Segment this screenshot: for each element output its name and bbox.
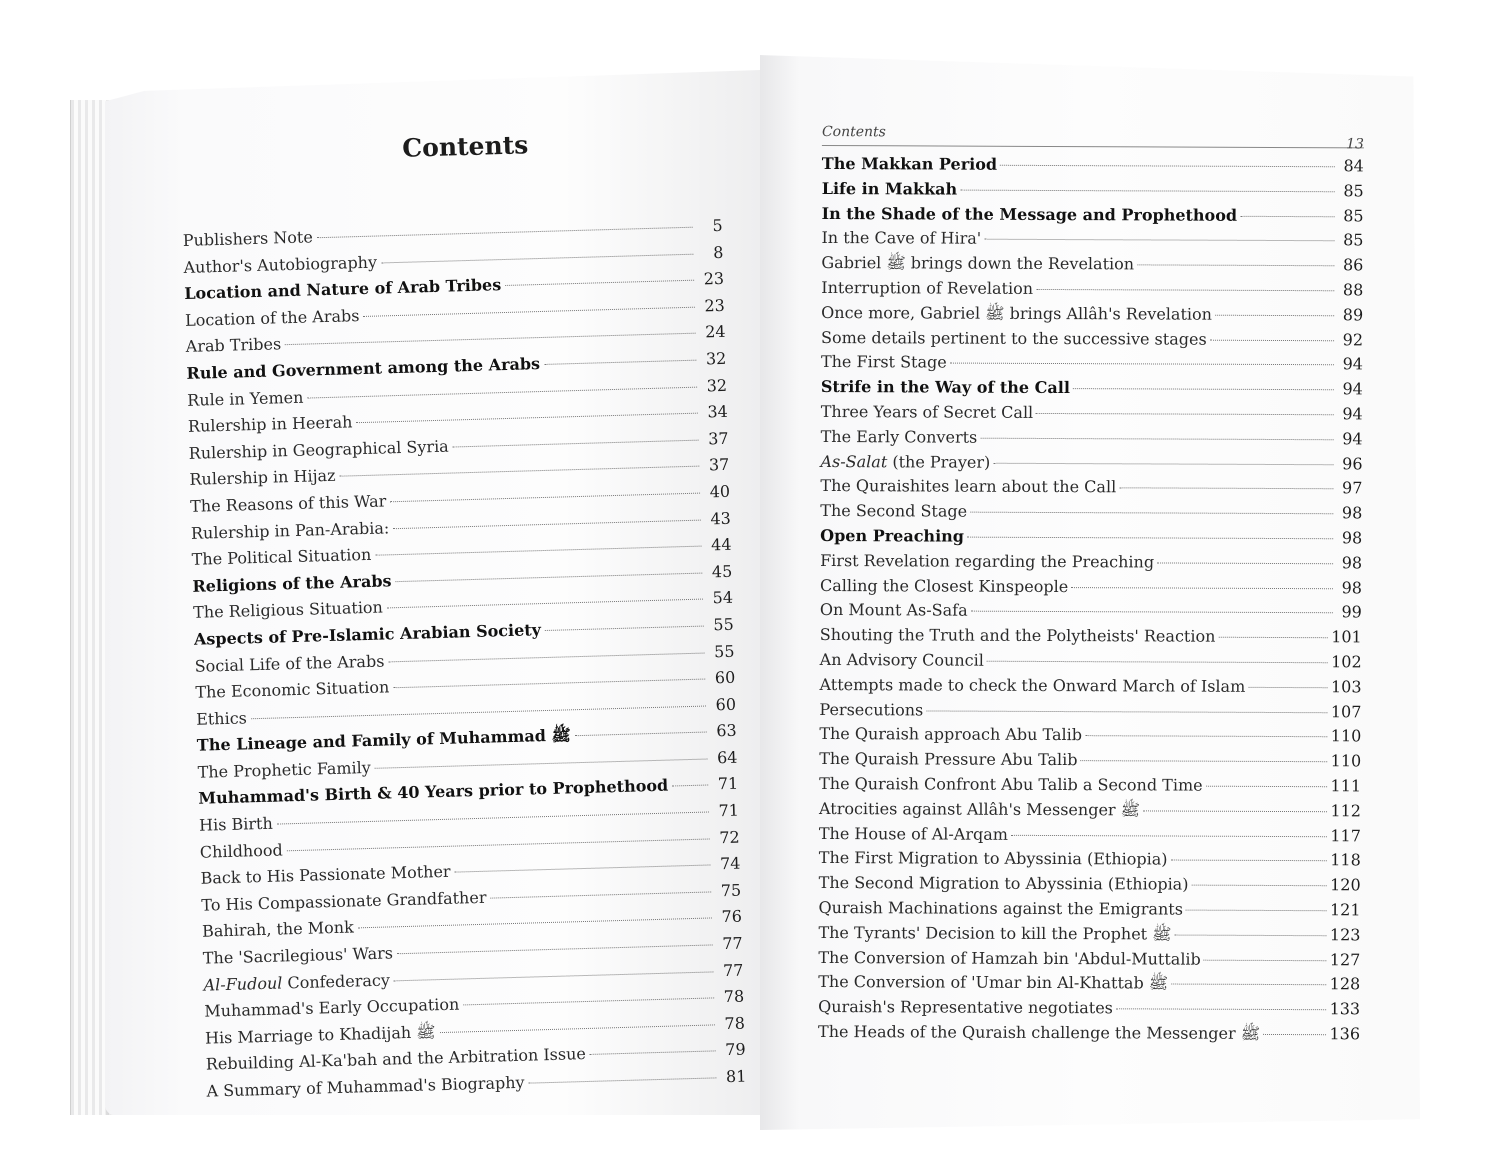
toc-entry-title: First Revelation regarding the Preaching — [820, 550, 1155, 572]
toc-entry-title: Al-Fudoul Confederacy — [203, 970, 391, 995]
dot-leader — [1036, 289, 1334, 291]
toc-page-number: 43 — [710, 508, 732, 528]
toc-entry-title: Author's Autobiography — [183, 252, 378, 277]
toc-entry-title: Aspects of Pre-Islamic Arabian Society — [193, 620, 542, 649]
toc-entry-title: Rebuilding Al-Ka'bah and the Arbitration Issue — [205, 1044, 587, 1075]
toc-entry-title: On Mount As-Safa — [819, 600, 968, 620]
dot-leader — [1085, 735, 1328, 737]
toc-page-number: 79 — [724, 1039, 746, 1060]
toc-page-number: 78 — [724, 1013, 746, 1033]
dot-leader — [1175, 934, 1327, 936]
toc-entry-title: Muhammad's Early Occupation — [204, 994, 460, 1021]
toc-entry-title: The Second Stage — [820, 501, 968, 521]
toc-entry — [818, 972, 1360, 999]
toc-page-number: 45 — [711, 561, 733, 582]
toc-entry — [821, 303, 1363, 330]
toc-page-number: 98 — [1341, 577, 1363, 597]
toc-page-number: 99 — [1341, 602, 1362, 622]
dot-leader — [463, 998, 714, 1006]
toc-page-number: 103 — [1330, 676, 1362, 697]
contents-title: Contents — [401, 130, 529, 163]
toc-page-number: 76 — [721, 907, 743, 927]
dot-leader — [1191, 885, 1327, 887]
toc-entry-title: Arab Tribes — [185, 334, 282, 357]
toc-entry — [821, 278, 1363, 305]
toc-entry — [820, 452, 1362, 479]
toc-page-number: 40 — [709, 481, 731, 502]
toc-page-number: 110 — [1330, 726, 1362, 746]
dot-leader — [394, 971, 714, 981]
toc-entry-title: The Quraish approach Abu Talib — [819, 724, 1083, 745]
toc-entry — [820, 476, 1362, 503]
toc-page-number: 54 — [712, 588, 734, 608]
toc-entry — [819, 799, 1361, 826]
dot-leader — [993, 462, 1333, 464]
toc-entry-title: An Advisory Council — [819, 649, 984, 670]
toc-entry-title: The Quraish Confront Abu Talib a Second Time — [819, 773, 1203, 795]
toc-page-number: 63 — [716, 720, 737, 741]
toc-entry-title: The Reasons of this War — [189, 491, 387, 516]
toc-page-number: 110 — [1330, 751, 1362, 771]
toc-entry-title: In the Cave of Hira' — [821, 228, 982, 249]
dot-leader — [970, 512, 1333, 515]
toc-page-number: 86 — [1342, 255, 1364, 275]
toc-page-number: 98 — [1341, 503, 1363, 523]
toc-page-number: 120 — [1330, 875, 1361, 895]
toc-entry-title: Open Preaching — [820, 525, 965, 546]
dot-leader — [544, 360, 696, 365]
toc-page-number: 81 — [725, 1066, 747, 1087]
dot-leader — [984, 239, 1334, 242]
toc-page-number: 75 — [720, 880, 742, 901]
dot-leader — [980, 437, 1333, 440]
dot-leader — [358, 918, 712, 929]
dot-leader — [1000, 165, 1335, 167]
toc-page-number: 23 — [704, 295, 726, 316]
dot-leader — [375, 758, 708, 768]
dot-leader — [387, 599, 703, 609]
toc-page-number: 127 — [1329, 949, 1361, 969]
toc-entry-title: As-Salat (the Prayer) — [820, 451, 991, 472]
toc-entry — [819, 700, 1361, 727]
toc-page-number: 60 — [715, 694, 737, 714]
toc-page-number: 32 — [706, 375, 728, 395]
toc-entry-title: Quraish's Representative negotiates — [818, 997, 1113, 1018]
dot-leader — [277, 812, 709, 825]
dot-leader — [1215, 314, 1334, 316]
toc-page-number: 128 — [1329, 974, 1361, 994]
toc-entry-title: In the Shade of the Message and Prophethood — [821, 203, 1238, 225]
toc-page-number: 74 — [719, 853, 741, 874]
dot-leader — [1036, 413, 1334, 415]
toc-page-number: 123 — [1329, 924, 1361, 945]
dot-leader — [285, 333, 695, 345]
toc-entry — [821, 402, 1363, 429]
toc-entry — [819, 873, 1361, 900]
toc-entry — [821, 253, 1363, 280]
toc-entry-title: The Tyrants' Decision to kill the Prophet ﷺ — [818, 922, 1172, 944]
toc-entry-title: Atrocities against Allâh's Messenger ﷺ — [818, 798, 1141, 820]
dot-leader — [950, 363, 1334, 366]
dot-leader — [505, 280, 694, 286]
toc-page-number: 55 — [713, 641, 735, 661]
toc-entry — [819, 724, 1361, 751]
toc-page-number: 84 — [1343, 156, 1364, 176]
dot-leader — [1137, 265, 1334, 267]
dot-leader — [490, 891, 711, 898]
toc-entry-title: Interruption of Revelation — [821, 277, 1034, 298]
toc-page-number: 107 — [1330, 701, 1362, 721]
dot-leader — [287, 838, 710, 851]
dot-leader — [987, 661, 1328, 663]
toc-entry — [822, 179, 1364, 206]
dot-leader — [1116, 1008, 1327, 1010]
dot-leader — [926, 710, 1328, 713]
toc-entry-title: Bahirah, the Monk — [201, 917, 355, 942]
dot-leader — [381, 253, 693, 263]
dot-leader — [317, 227, 693, 238]
toc-list-right — [818, 154, 1364, 1049]
toc-entry-title: Rule in Yemen — [186, 387, 304, 410]
toc-entry-title: The House of Al-Arqam — [818, 823, 1009, 844]
toc-page-number: 89 — [1342, 305, 1364, 325]
dot-leader — [1240, 215, 1334, 216]
dot-leader — [1081, 760, 1328, 762]
toc-entry-title: The Quraishites learn about the Call — [820, 476, 1117, 497]
toc-page-number: 97 — [1342, 478, 1363, 498]
toc-entry-title: Rulership in Heerah — [187, 412, 353, 437]
toc-page-number: 78 — [723, 986, 745, 1007]
toc-entry — [819, 774, 1361, 801]
dot-leader — [393, 679, 705, 689]
dot-leader — [1011, 834, 1327, 836]
toc-page-number: 121 — [1329, 900, 1361, 920]
dot-leader — [1210, 339, 1334, 341]
toc-page-number: 133 — [1329, 999, 1361, 1019]
toc-entry — [820, 625, 1362, 652]
dot-leader — [545, 625, 704, 630]
toc-entry — [819, 749, 1361, 776]
toc-page-number: 96 — [1342, 453, 1363, 473]
toc-entry-title: The Conversion of 'Umar bin Al-Khattab ﷺ — [818, 972, 1169, 993]
dot-leader — [1071, 587, 1333, 589]
toc-page-number: 71 — [718, 800, 740, 821]
dot-leader — [390, 493, 700, 503]
toc-page-number: 37 — [707, 428, 729, 449]
toc-entry-title: The Lineage and Family of Muhammad ﷺ — [196, 725, 572, 756]
dot-leader — [1204, 959, 1327, 961]
dot-leader — [1218, 637, 1328, 638]
toc-page-number: 85 — [1343, 230, 1364, 250]
toc-entry-title: To His Compassionate Grandfather — [201, 887, 487, 915]
toc-page-number: 71 — [717, 774, 739, 794]
toc-entry-title: Once more, Gabriel ﷺ brings Allâh's Revelation — [821, 302, 1213, 324]
toc-entry — [820, 600, 1362, 627]
toc-entry-title: Persecutions — [819, 699, 924, 719]
dot-leader — [1263, 1034, 1326, 1035]
dot-leader — [356, 413, 697, 424]
toc-entry — [822, 204, 1364, 231]
toc-page-number: 88 — [1342, 280, 1364, 300]
toc-page-number: 101 — [1331, 627, 1362, 647]
dot-leader — [251, 705, 706, 719]
dot-leader — [967, 537, 1333, 540]
dot-leader — [575, 732, 707, 737]
toc-entry — [821, 328, 1363, 355]
dot-leader — [453, 439, 699, 447]
toc-page-number: 94 — [1342, 429, 1363, 449]
toc-entry-title: Ethics — [195, 708, 248, 729]
toc-page-number: 85 — [1343, 205, 1364, 225]
toc-entry — [820, 576, 1362, 603]
toc-entry-title: Location and Nature of Arab Tribes — [184, 275, 502, 304]
toc-page-number: 98 — [1341, 553, 1363, 573]
toc-page-number: 102 — [1331, 652, 1362, 672]
dot-leader — [1171, 860, 1328, 862]
toc-entry-title: The Economic Situation — [195, 677, 390, 702]
toc-entry-title: Three Years of Secret Call — [820, 401, 1034, 422]
toc-entry-title: A Summary of Muhammad's Biography — [206, 1072, 525, 1101]
toc-entry-title: Life in Makkah — [821, 178, 958, 199]
toc-entry-title: The 'Sacrilegious' Wars — [202, 943, 394, 968]
toc-entry — [820, 650, 1362, 677]
toc-entry-title: Some details pertinent to the successive stages — [821, 327, 1207, 349]
toc-entry-title: The Conversion of Hamzah bin 'Abdul-Muttalib — [818, 947, 1201, 969]
dot-leader — [307, 386, 697, 398]
dot-leader — [388, 652, 704, 662]
toc-page-number: 94 — [1342, 354, 1363, 374]
dot-leader — [393, 519, 701, 529]
toc-entry-title: The Early Converts — [820, 426, 978, 447]
toc-entry-title: Religions of the Arabs — [192, 570, 392, 596]
toc-entry — [819, 675, 1361, 702]
toc-page-number: 77 — [722, 960, 744, 980]
toc-page-number: 34 — [707, 401, 729, 422]
toc-page-number: 118 — [1330, 850, 1361, 870]
running-head-title: Contents — [821, 124, 886, 141]
dot-leader — [1248, 687, 1328, 688]
dot-leader — [1143, 810, 1327, 812]
toc-entry-title: The Prophetic Family — [197, 757, 372, 782]
dot-leader — [395, 572, 702, 582]
toc-entry-title: Strife in the Way of the Call — [820, 377, 1071, 398]
toc-entry-title: Location of the Arabs — [184, 305, 360, 330]
right-page-content — [818, 124, 1364, 1049]
toc-entry — [821, 427, 1363, 454]
toc-page-number: 98 — [1341, 528, 1363, 548]
dot-leader — [1171, 984, 1327, 986]
dot-leader — [397, 944, 713, 954]
toc-page-number: 94 — [1342, 404, 1363, 424]
toc-page-number: 5 — [712, 215, 723, 236]
dot-leader — [1206, 786, 1328, 788]
toc-page-number: 136 — [1329, 1024, 1361, 1044]
toc-entry — [820, 551, 1362, 578]
dot-leader — [440, 1024, 715, 1033]
toc-list-left — [183, 216, 747, 1108]
dot-leader — [590, 1051, 716, 1056]
toc-entry — [820, 526, 1362, 553]
toc-page-number: 72 — [719, 827, 740, 847]
toc-entry — [818, 1022, 1360, 1049]
toc-page-number: 8 — [712, 242, 724, 262]
toc-entry-title: Gabriel ﷺ brings down the Revelation — [821, 253, 1135, 274]
toc-entry-title: Rulership in Pan-Arabia: — [190, 517, 390, 543]
dot-leader — [960, 189, 1335, 192]
dot-leader — [375, 546, 701, 556]
running-head — [821, 124, 1364, 153]
toc-entry-title: Publishers Note — [182, 227, 314, 250]
toc-entry-title: The Heads of the Quraish challenge the Messenger ﷺ — [817, 1021, 1261, 1043]
toc-page-number: 60 — [714, 667, 736, 688]
toc-entry — [818, 947, 1360, 974]
toc-entry — [820, 501, 1362, 528]
toc-entry-title: His Birth — [198, 813, 274, 835]
toc-page-number: 85 — [1343, 181, 1364, 201]
toc-entry-title: The First Stage — [820, 352, 947, 372]
toc-entry-title: Muhammad's Birth & 40 Years prior to Prophethood — [198, 776, 669, 809]
dot-leader — [971, 611, 1333, 614]
toc-entry-title: Social Life of the Arabs — [194, 651, 385, 676]
dot-leader — [1186, 910, 1327, 912]
toc-entry — [819, 898, 1361, 925]
toc-page-number: 92 — [1342, 329, 1364, 349]
toc-entry — [818, 997, 1360, 1024]
toc-entry-title: The Religious Situation — [192, 597, 384, 623]
toc-entry-title: His Marriage to Khadijah ﷺ — [204, 1022, 436, 1048]
toc-entry — [821, 228, 1363, 255]
toc-entry-title: The Second Migration to Abyssinia (Ethiopia) — [818, 873, 1189, 894]
toc-entry — [822, 154, 1364, 181]
dot-leader — [1073, 388, 1334, 390]
page-number: 13 — [1346, 136, 1364, 153]
toc-page-number: 24 — [704, 322, 726, 342]
toc-page-number: 94 — [1342, 379, 1363, 399]
toc-entry — [821, 352, 1363, 379]
toc-page-number: 64 — [716, 747, 738, 768]
toc-entry — [818, 923, 1360, 950]
toc-entry-title: Calling the Closest Kinspeople — [819, 575, 1069, 596]
toc-page-number: 112 — [1330, 800, 1362, 821]
toc-page-number: 117 — [1330, 825, 1361, 845]
toc-page-number: 32 — [705, 348, 727, 369]
toc-page-number: 77 — [722, 933, 743, 954]
toc-entry — [821, 377, 1363, 404]
toc-entry-title: Back to His Passionate Mother — [200, 861, 451, 888]
toc-entry-title: Rulership in Geographical Syria — [188, 436, 449, 463]
toc-entry-title: Childhood — [199, 840, 283, 862]
dot-leader — [455, 865, 711, 873]
dot-leader — [340, 466, 700, 477]
dot-leader — [1119, 488, 1333, 490]
toc-entry-title: The Political Situation — [191, 544, 372, 569]
toc-entry-title: Shouting the Truth and the Polytheists' Reaction — [819, 625, 1216, 646]
dot-leader — [1157, 562, 1333, 564]
dot-leader — [672, 785, 708, 787]
toc-entry-title: The Quraish Pressure Abu Talib — [819, 749, 1078, 770]
toc-page-number: 55 — [713, 614, 734, 635]
page-edges — [70, 100, 111, 1115]
toc-entry-title: Rulership in Hijaz — [189, 466, 336, 490]
toc-entry-title: Rule and Government among the Arabs — [186, 354, 541, 383]
dot-leader — [363, 306, 694, 316]
toc-page-number: 37 — [708, 455, 730, 475]
toc-page-number: 44 — [710, 534, 732, 555]
toc-entry — [819, 824, 1361, 851]
dot-leader — [529, 1077, 717, 1083]
toc-entry-title: The First Migration to Abyssinia (Ethiopia) — [818, 848, 1168, 869]
left-page-content — [180, 125, 747, 1108]
toc-entry-title: Attempts made to check the Onward March of Islam — [819, 674, 1246, 696]
toc-entry-title: Quraish Machinations against the Emigrants — [818, 897, 1183, 919]
toc-page-number: 23 — [703, 269, 725, 289]
toc-page-number: 111 — [1330, 776, 1362, 796]
toc-entry — [819, 848, 1361, 875]
toc-entry-title: The Makkan Period — [821, 153, 998, 174]
